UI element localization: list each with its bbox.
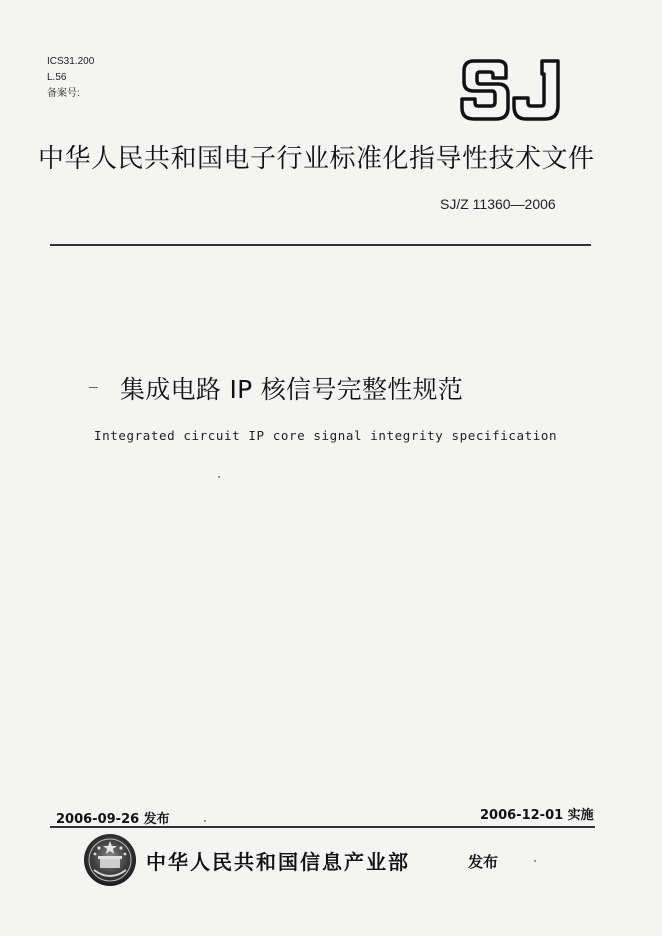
issuing-body-title: 中华人民共和国电子行业标准化指导性技术文件 (38, 144, 595, 174)
paper-speck (218, 476, 220, 478)
header-divider (50, 244, 591, 246)
ics-code: ICS31.200 (47, 56, 95, 67)
footer-divider (50, 826, 595, 828)
record-label: 备案号: (47, 88, 80, 99)
sj-logo-icon (458, 58, 568, 122)
issue-date: 2006-09-26 发布 (56, 812, 170, 827)
class-code: L.56 (47, 72, 67, 83)
metadata-block (47, 54, 94, 102)
implementation-date: 2006-12-01 实施 (480, 808, 594, 823)
publish-label: 发布 (468, 853, 499, 871)
document-title-english: Integrated circuit IP core signal integrity specification (94, 428, 558, 443)
standard-number: SJ/Z 11360—2006 (440, 196, 556, 212)
title-dash-mark (89, 387, 98, 388)
paper-speck (204, 820, 206, 822)
publisher-name: 中华人民共和国信息产业部 (146, 850, 410, 874)
document-title-chinese: 集成电路 IP 核信号完整性规范 (120, 375, 464, 404)
paper-speck (534, 860, 536, 862)
national-emblem-icon (82, 832, 138, 888)
